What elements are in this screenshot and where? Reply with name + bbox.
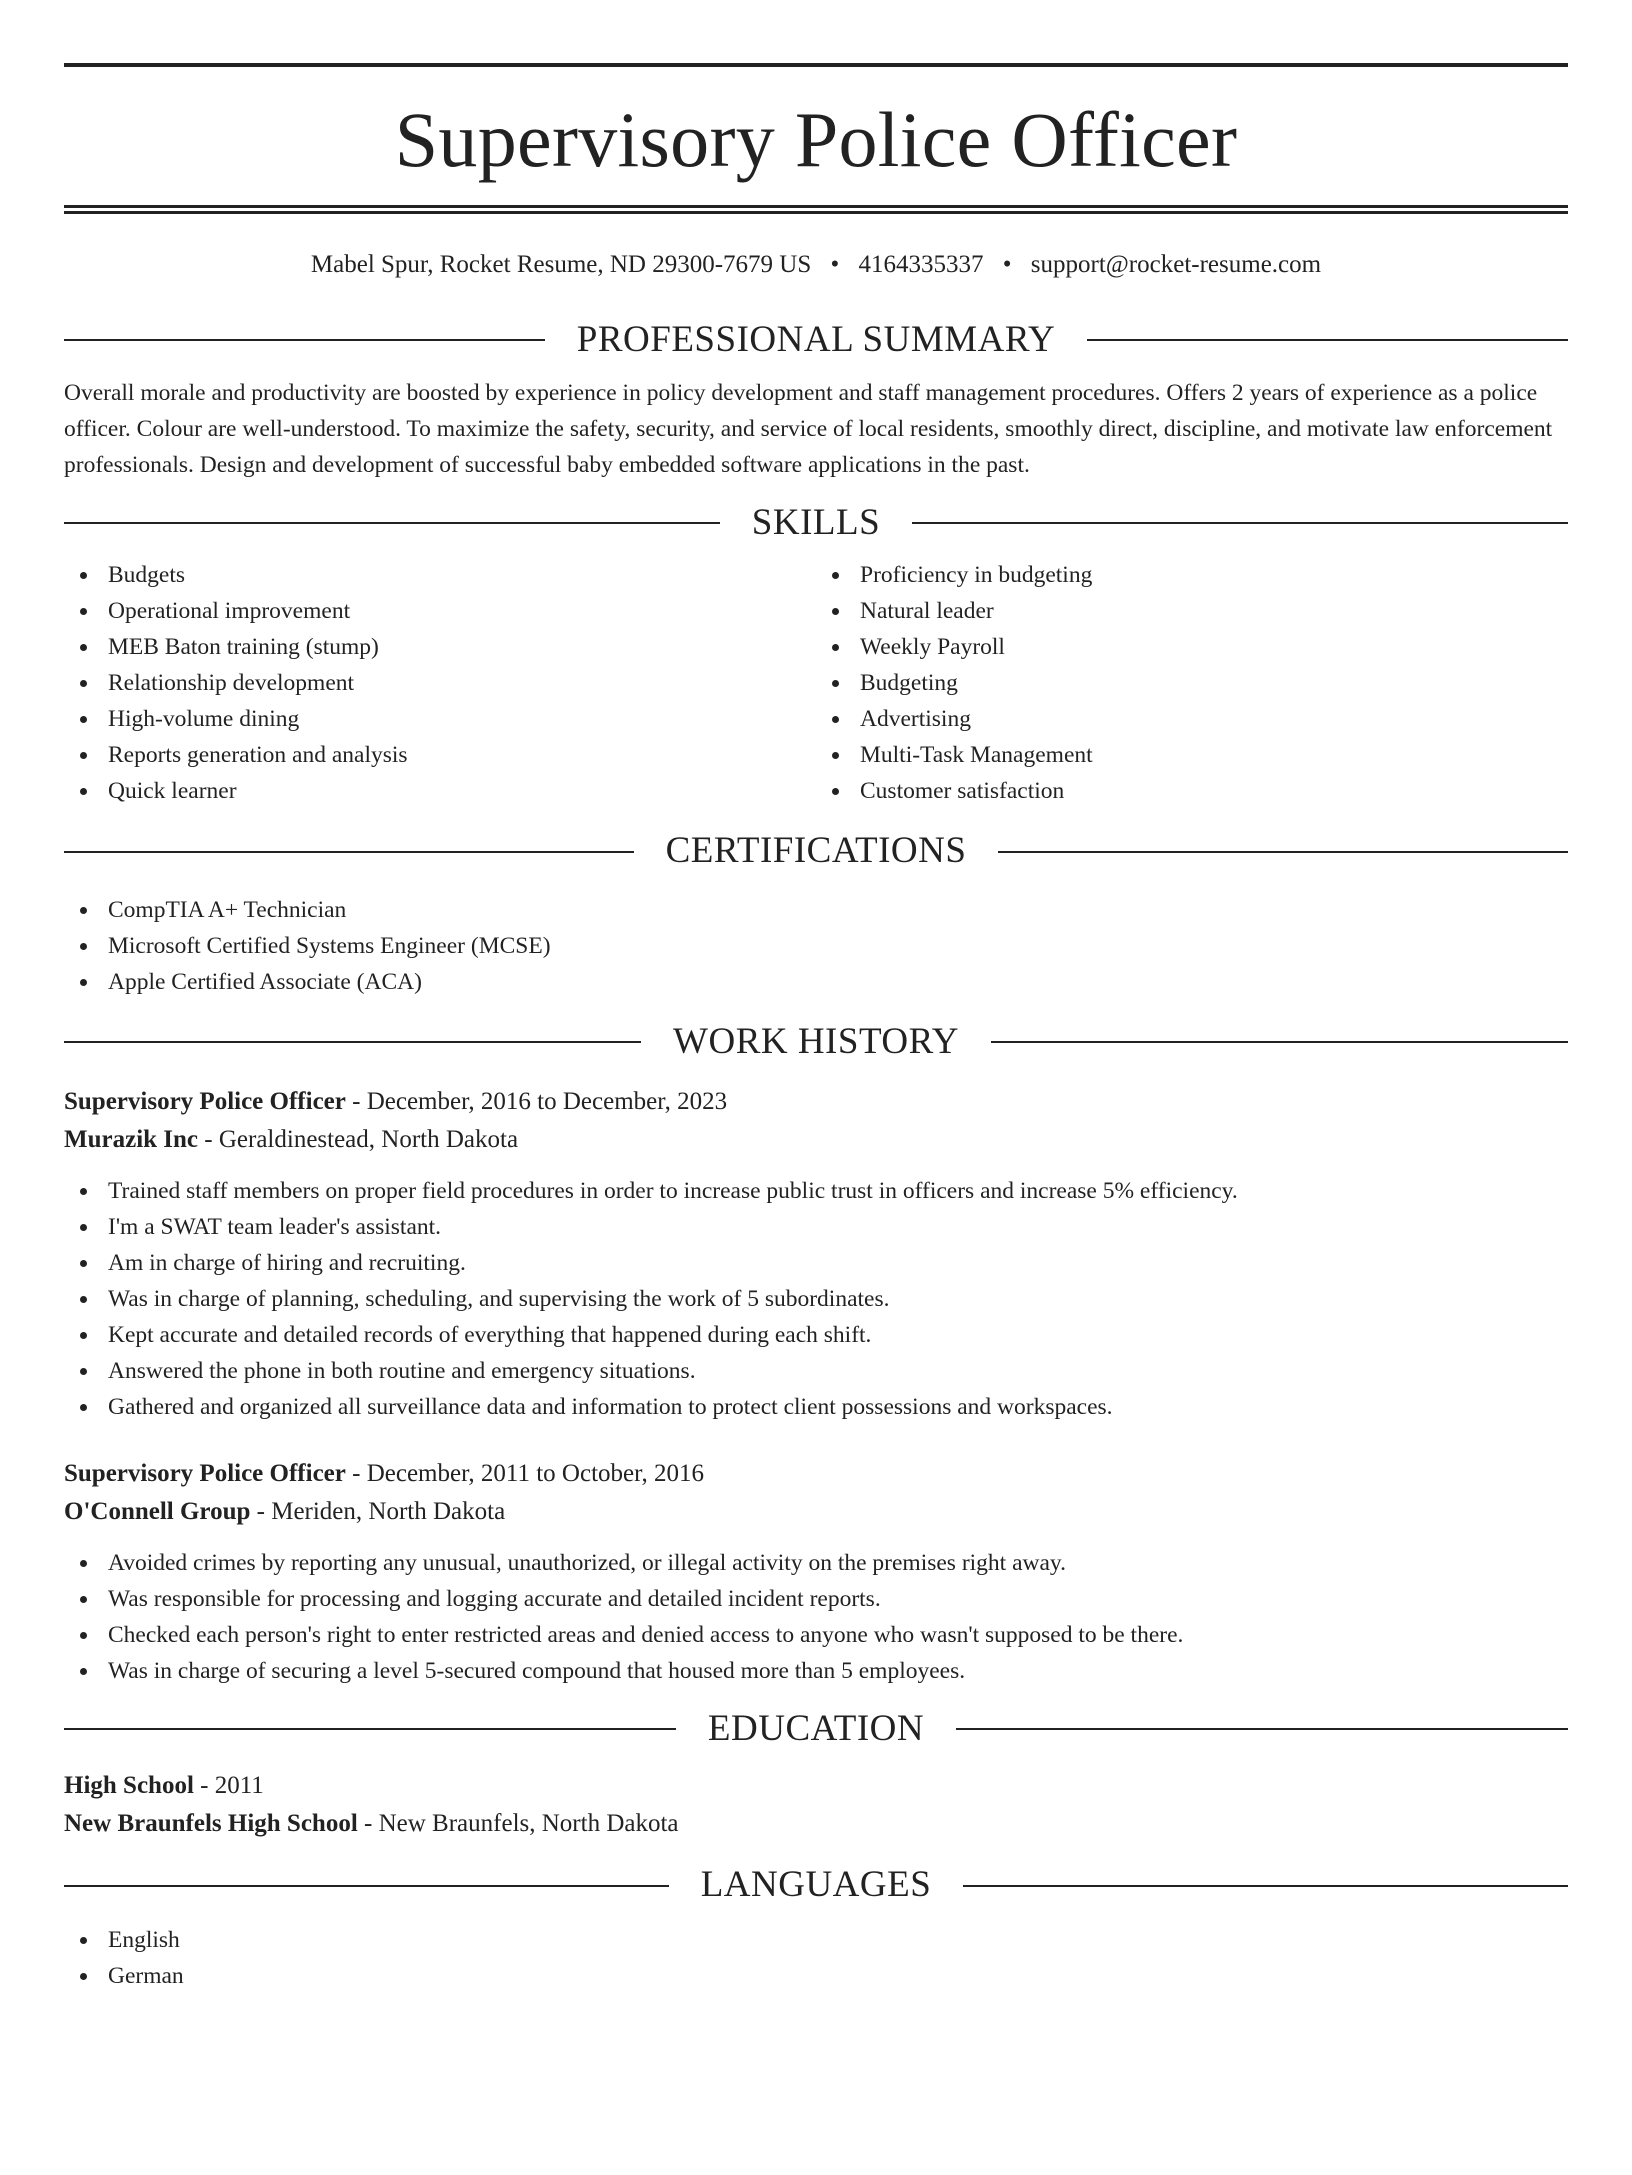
section-title-certifications: CERTIFICATIONS	[665, 830, 967, 872]
skill-item: Quick learner	[64, 773, 816, 809]
section-heading-education	[64, 1709, 1568, 1750]
job-title-line	[64, 1455, 1568, 1493]
job-duty: Checked each person's right to enter restricted areas and denied access to anyone who wasn't supposed to be there.	[64, 1617, 1568, 1653]
skill-item: Natural leader	[816, 593, 1568, 629]
job-duties-list	[64, 1545, 1568, 1689]
job-title-line	[64, 1083, 1568, 1121]
heading-rule	[64, 1041, 641, 1043]
job-duty: Answered the phone in both routine and emergency situations.	[64, 1353, 1568, 1389]
heading-rule	[64, 851, 634, 853]
job-company-line	[64, 1493, 1568, 1531]
skill-item: MEB Baton training (stump)	[64, 629, 816, 665]
education-entry	[64, 1767, 1568, 1843]
contact-email[interactable]: support@rocket-resume.com	[1030, 251, 1322, 278]
contact-phone: 4164335337	[858, 251, 984, 278]
contact-separator: •	[1002, 251, 1012, 278]
heading-rule	[1087, 339, 1568, 341]
heading-rule	[956, 1728, 1568, 1730]
section-title-work: WORK HISTORY	[673, 1021, 959, 1063]
heading-rule	[64, 522, 720, 524]
certification-item: Apple Certified Associate (ACA)	[64, 964, 1568, 1000]
skill-item: Operational improvement	[64, 593, 816, 629]
skill-item: Multi-Task Management	[816, 737, 1568, 773]
job-duty: Kept accurate and detailed records of everything that happened during each shift.	[64, 1317, 1568, 1353]
top-rule	[64, 63, 1568, 67]
contact-separator: •	[830, 251, 840, 278]
section-title-skills: SKILLS	[751, 501, 881, 543]
job-duty: I'm a SWAT team leader's assistant.	[64, 1209, 1568, 1245]
education-school: New Braunfels High School	[64, 1810, 358, 1838]
section-title-education: EDUCATION	[707, 1707, 925, 1749]
skill-item: Proficiency in budgeting	[816, 557, 1568, 593]
contact-address: Mabel Spur, Rocket Resume, ND 29300-7679 US	[310, 251, 812, 278]
section-title-summary: PROFESSIONAL SUMMARY	[576, 319, 1056, 360]
resume-title: Supervisory Police Officer	[394, 96, 1238, 183]
job-company-line	[64, 1121, 1568, 1159]
language-item: German	[64, 1958, 1568, 1994]
certification-item: CompTIA A+ Technician	[64, 892, 1568, 928]
section-heading-certifications	[64, 831, 1568, 872]
section-heading-work	[64, 1022, 1568, 1063]
languages-list	[64, 1922, 1568, 1994]
section-heading-languages	[64, 1865, 1568, 1906]
heading-rule	[64, 1885, 669, 1887]
education-location: - New Braunfels, North Dakota	[357, 1810, 679, 1838]
skill-item: Customer satisfaction	[816, 773, 1568, 809]
skill-item: Advertising	[816, 701, 1568, 737]
education-degree-line	[64, 1767, 1568, 1805]
job-location: - Geraldinestead, North Dakota	[198, 1125, 519, 1153]
job-duty: Was in charge of securing a level 5-secured compound that housed more than 5 employees.	[64, 1653, 1568, 1689]
job-title: Supervisory Police Officer	[64, 1459, 346, 1487]
skills-columns	[64, 557, 1568, 809]
heading-rule	[912, 522, 1568, 524]
heading-rule	[64, 339, 545, 341]
job-entry	[64, 1083, 1568, 1425]
job-location: - Meriden, North Dakota	[250, 1497, 506, 1525]
job-duty: Avoided crimes by reporting any unusual, unauthorized, or illegal activity on the premises right away.	[64, 1545, 1568, 1581]
job-dates: - December, 2016 to December, 2023	[345, 1087, 728, 1115]
skill-item: Weekly Payroll	[816, 629, 1568, 665]
job-company: Murazik Inc	[64, 1125, 199, 1153]
heading-rule	[64, 1728, 676, 1730]
education-year: - 2011	[193, 1772, 264, 1800]
skills-list-left	[64, 557, 816, 809]
job-company: O'Connell Group	[64, 1497, 251, 1525]
skill-item: Relationship development	[64, 665, 816, 701]
job-duty: Trained staff members on proper field procedures in order to increase public trust in officers and increase 5% efficiency.	[64, 1173, 1568, 1209]
job-duty: Was in charge of planning, scheduling, and supervising the work of 5 subordinates.	[64, 1281, 1568, 1317]
language-item: English	[64, 1922, 1568, 1958]
section-title-languages: LANGUAGES	[700, 1864, 932, 1906]
heading-rule	[998, 851, 1568, 853]
job-duty: Was responsible for processing and logging accurate and detailed incident reports.	[64, 1581, 1568, 1617]
skill-item: Budgets	[64, 557, 816, 593]
title-double-rule	[64, 205, 1568, 214]
contact-line	[64, 250, 1568, 280]
job-duties-list	[64, 1173, 1568, 1425]
job-duty: Am in charge of hiring and recruiting.	[64, 1245, 1568, 1281]
resume-page	[0, 63, 1632, 2175]
summary-paragraph: Overall morale and productivity are boosted by experience in policy development and staff management procedures. Offers 2 years of experience as a police officer. Colour are well-understood. To maximize the safety, security, and service of local residents, smoothly direct, discipline, and motivate law enforcement professionals. Design and development of successful baby embedded software applications in the past.	[64, 379, 1553, 478]
skill-item: High-volume dining	[64, 701, 816, 737]
job-title: Supervisory Police Officer	[64, 1087, 346, 1115]
heading-rule	[963, 1885, 1568, 1887]
education-degree: High School	[64, 1772, 194, 1800]
section-heading-summary	[64, 320, 1568, 361]
skill-item: Reports generation and analysis	[64, 737, 816, 773]
job-duty: Gathered and organized all surveillance data and information to protect client possessions and workspaces.	[64, 1389, 1568, 1425]
job-entry	[64, 1455, 1568, 1689]
skills-list-right	[816, 557, 1568, 809]
certifications-list	[64, 892, 1568, 1000]
certification-item: Microsoft Certified Systems Engineer (MCSE)	[64, 928, 1568, 964]
job-dates: - December, 2011 to October, 2016	[345, 1459, 704, 1487]
skill-item: Budgeting	[816, 665, 1568, 701]
section-heading-skills	[64, 503, 1568, 544]
education-school-line	[64, 1805, 1568, 1843]
heading-rule	[991, 1041, 1568, 1043]
